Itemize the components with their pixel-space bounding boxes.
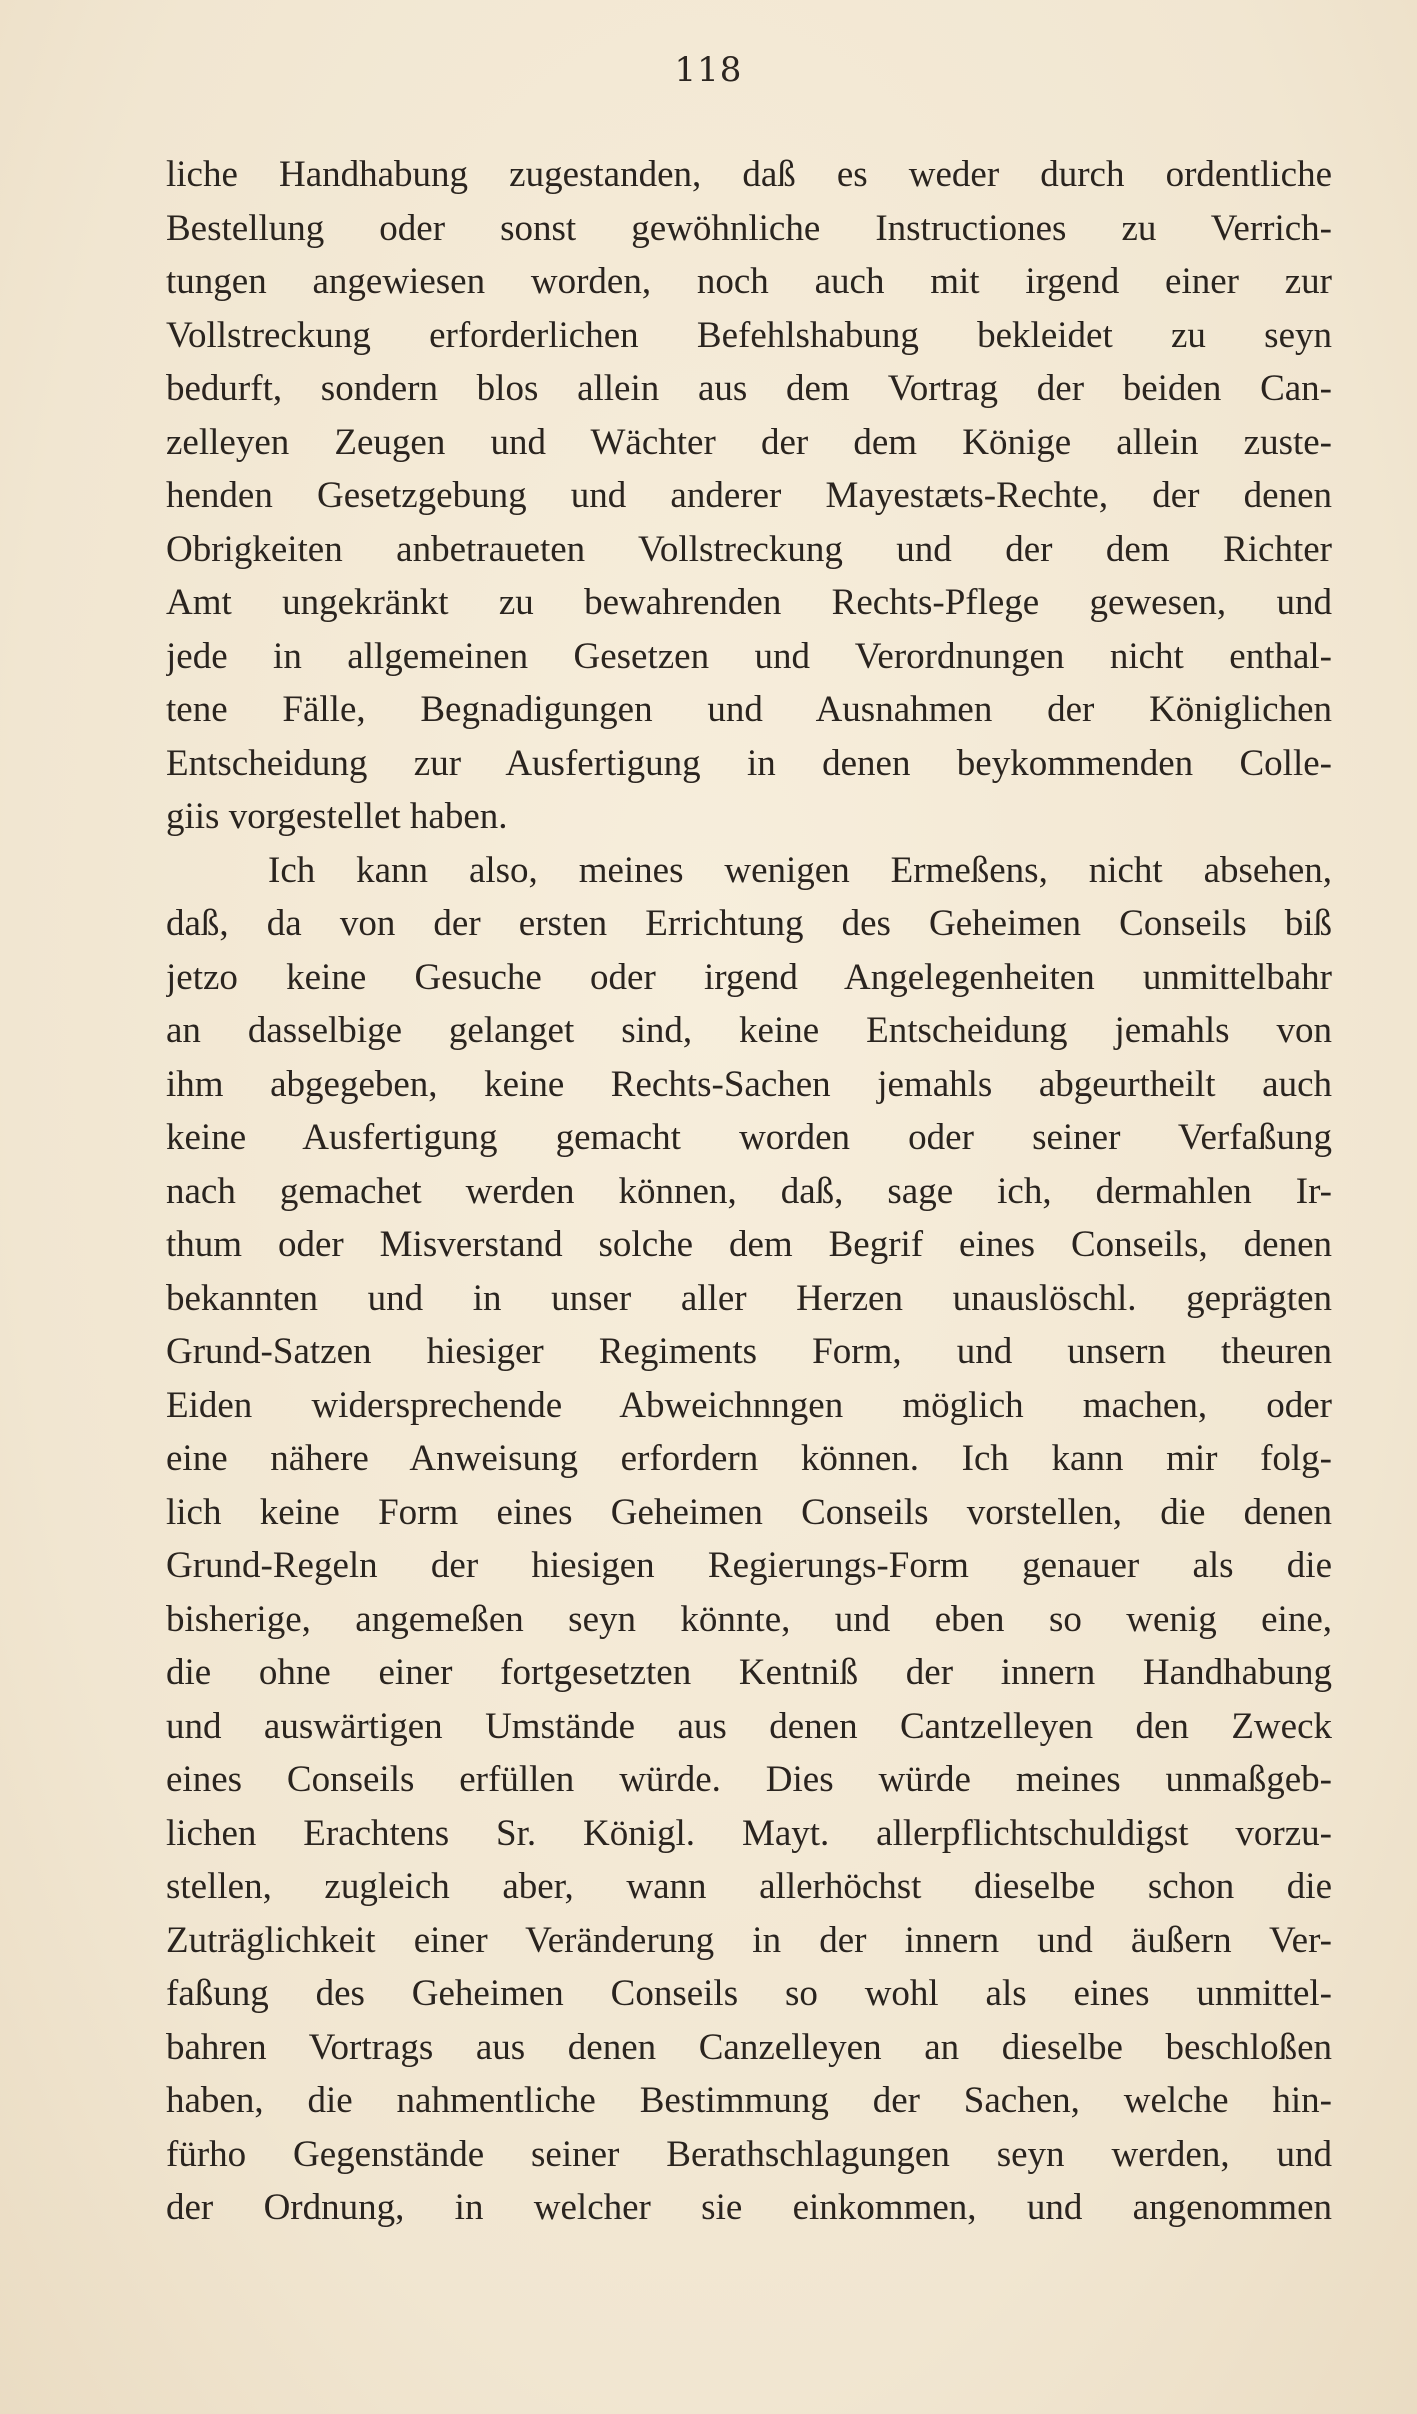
paragraph-start-line: Ich kann also, meines wenigen Ermeßens, nicht absehen, bbox=[268, 849, 1332, 891]
text-line: eine nähere Anweisung erfordern können. Ich kann mir folg- bbox=[166, 1438, 1332, 1479]
text-line: lich keine Form eines Geheimen Conseils vorstellen, die denen bbox=[166, 1491, 1332, 1533]
text-line: zelleyen Zeugen und Wächter der dem Könige allein zuste- bbox=[166, 421, 1332, 463]
text-line: daß, da von der ersten Errichtung des Geheimen Conseils biß bbox=[166, 903, 1332, 944]
text-line: an dasselbige gelanget sind, keine Entscheidung jemahls von bbox=[166, 1010, 1332, 1051]
text-line: bekannten und in unser aller Herzen unauslöschl. geprägten bbox=[166, 1277, 1332, 1319]
text-line: bahren Vortrags aus denen Canzelleyen an dieselbe beschloßen bbox=[166, 2026, 1332, 2068]
text-line: Amt ungekränkt zu bewahrenden Rechts-Pflege gewesen, und bbox=[166, 582, 1332, 623]
text-line: lichen Erachtens Sr. Königl. Mayt. allerpflichtschuldigst vorzu- bbox=[166, 1812, 1332, 1854]
text-line: Bestellung oder sonst gewöhnliche Instructiones zu Verrich- bbox=[166, 207, 1332, 249]
text-line: tene Fälle, Begnadigungen und Ausnahmen der Königlichen bbox=[166, 689, 1332, 730]
text-line: henden Gesetzgebung und anderer Mayestæts-Rechte, der denen bbox=[166, 475, 1332, 516]
text-line: Vollstreckung erforderlichen Befehlshabung bekleidet zu seyn bbox=[166, 314, 1332, 356]
text-line: die ohne einer fortgesetzten Kentniß der innern Handhabung bbox=[166, 1652, 1332, 1693]
body-text bbox=[166, 148, 1332, 2235]
text-line: bisherige, angemeßen seyn könnte, und eben so wenig eine, bbox=[166, 1598, 1332, 1640]
text-line: thum oder Misverstand solche dem Begrif eines Conseils, denen bbox=[166, 1224, 1332, 1265]
text-line: keine Ausfertigung gemacht worden oder seiner Verfaßung bbox=[166, 1117, 1332, 1158]
text-line: jetzo keine Gesuche oder irgend Angelegenheiten unmittelbahr bbox=[166, 956, 1332, 998]
text-line: Entscheidung zur Ausfertigung in denen beykommenden Colle- bbox=[166, 742, 1332, 784]
text-line: fürho Gegenstände seiner Berathschlagungen seyn werden, und bbox=[166, 2133, 1332, 2175]
text-line: tungen angewiesen worden, noch auch mit irgend einer zur bbox=[166, 261, 1332, 302]
text-line: ihm abgegeben, keine Rechts-Sachen jemahls abgeurtheilt auch bbox=[166, 1063, 1332, 1105]
paragraph-end-line: giis vorgestellet haben. bbox=[166, 796, 508, 837]
text-line: der Ordnung, in welcher sie einkommen, und angenommen bbox=[166, 2187, 1332, 2228]
text-line: jede in allgemeinen Gesetzen und Verordnungen nicht enthal- bbox=[166, 635, 1332, 677]
text-line: Zuträglichkeit einer Veränderung in der innern und äußern Ver- bbox=[166, 1919, 1332, 1961]
page-number: 118 bbox=[674, 50, 743, 90]
text-line: Obrigkeiten anbetraueten Vollstreckung und der dem Richter bbox=[166, 528, 1332, 570]
text-line: bedurft, sondern blos allein aus dem Vortrag der beiden Can- bbox=[166, 368, 1332, 409]
text-line: faßung des Geheimen Conseils so wohl als eines unmittel- bbox=[166, 1973, 1332, 2014]
text-line: Grund-Satzen hiesiger Regiments Form, und unsern theuren bbox=[166, 1331, 1332, 1372]
text-line: stellen, zugleich aber, wann allerhöchst dieselbe schon die bbox=[166, 1866, 1332, 1907]
text-line: Grund-Regeln der hiesigen Regierungs-Form genauer als die bbox=[166, 1545, 1332, 1586]
text-line: eines Conseils erfüllen würde. Dies würde meines unmaßgeb- bbox=[166, 1759, 1332, 1800]
text-line: liche Handhabung zugestanden, daß es weder durch ordentliche bbox=[166, 154, 1332, 195]
text-line: und auswärtigen Umstände aus denen Cantzelleyen den Zweck bbox=[166, 1705, 1332, 1747]
text-line: haben, die nahmentliche Bestimmung der Sachen, welche hin- bbox=[166, 2080, 1332, 2121]
text-line: Eiden widersprechende Abweichnngen möglich machen, oder bbox=[166, 1384, 1332, 1426]
text-line: nach gemachet werden können, daß, sage ich, dermahlen Ir- bbox=[166, 1170, 1332, 1212]
